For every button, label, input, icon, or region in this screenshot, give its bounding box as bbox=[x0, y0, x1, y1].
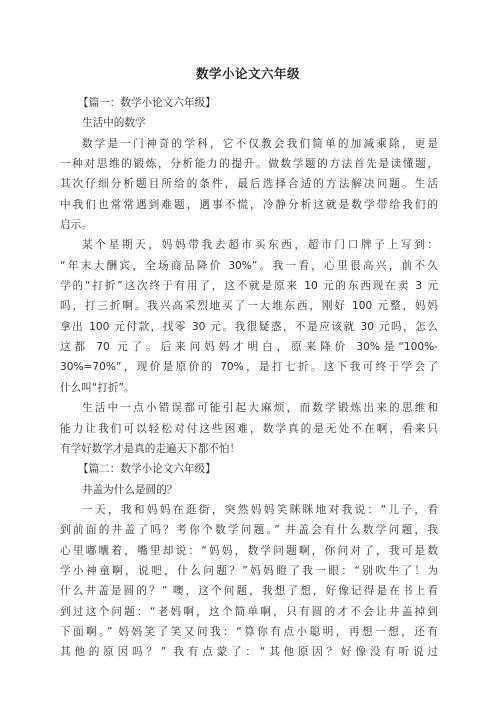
text-line: 吗，打三折啊。我兴高采烈地买了一大堆东西，刚好 100 元整，妈妈 bbox=[60, 300, 438, 313]
text-line: 生活中的数学 bbox=[82, 117, 146, 130]
text-line: 【篇二：数学小论文六年级】 bbox=[78, 463, 216, 476]
text-line: 【篇一：数学小论文六年级】 bbox=[78, 97, 216, 109]
text-line: 其次仔细分析题目所给的条件，最后选择合适的方法解决问题。生活 bbox=[60, 178, 438, 191]
text-line: 某个星期天，妈妈带我去超市买东西，超市门口牌子上写到： bbox=[82, 239, 438, 252]
text-line: “年末大酬宾，全场商品降价 30%”。我一看，心里很高兴，前不久 bbox=[60, 259, 438, 272]
text-line: 有学好数学才是真的走遍天下都不怕！ bbox=[60, 442, 241, 455]
text-line: 拿出 100 元付款，找零 30 元。我很疑惑，不是应该就 30 元吗，怎么 bbox=[60, 320, 438, 333]
text-line: 学小神童啊，说吧，什么问题？”妈妈瞪了我一眼：“别吹牛了！为 bbox=[60, 564, 438, 577]
text-line: 生活中一点小错误都可能引起大麻烦，而数学锻炼出来的思维和 bbox=[82, 402, 438, 415]
text-line: 中我们也常常遇到难题，遇事不慌，冷静分析这就是数学带给我们的 bbox=[60, 198, 438, 211]
text-line: 启示。 bbox=[60, 219, 92, 232]
text-line: 数学是一门神奇的学科，它不仅教会我们简单的加减乘除，更是 bbox=[82, 137, 438, 150]
document-body bbox=[60, 93, 438, 663]
text-line: 一天，我和妈妈在逛街，突然妈妈笑眯眯地对我说：“儿子，看 bbox=[82, 503, 438, 516]
text-line: 井盖为什么是圆的？ bbox=[82, 483, 178, 496]
text-line: 30%=70%”，现价是原价的 70%，是打七折。这下我可终于学会了 bbox=[60, 361, 438, 374]
text-line: 其他的原因吗？” 我有点蒙了：“其他原因？好像没有听说过 bbox=[60, 646, 438, 659]
text-line: 一种对思维的锻炼，分析能力的提升。做数学题的方法首先是读懂题， bbox=[60, 158, 438, 171]
text-line: 什么叫“打折”。 bbox=[60, 381, 135, 394]
text-line: 到前面的井盖了吗？考你个数学问题。” 井盖会有什么数学问题，我 bbox=[60, 524, 438, 537]
text-line: 能力让我们可以轻松对付这些困难，数学真的是无处不在啊，看来只 bbox=[60, 422, 438, 435]
text-line: 学的“打折”这次终于有用了，这不就是原来 10 元的东西现在卖 3 元 bbox=[60, 280, 438, 293]
text-line: 下面啊。” 妈妈笑了笑又问我：“算你有点小聪明，再想一想，还有 bbox=[60, 625, 438, 638]
text-line: 什么井盖是圆的？” 噢，这个问题，我想了想，好像记得是在书上看 bbox=[60, 585, 438, 598]
text-line: 心里嘟囔着，嘴里却说：“妈妈，数学问题啊，你问对了，我可是数 bbox=[60, 544, 438, 557]
text-line: 到过这个问题：“老妈啊，这个简单啊，只有圆的才不会让井盖掉到 bbox=[60, 605, 438, 618]
document-title: 数学小论文六年级 bbox=[195, 66, 300, 81]
text-line: 这都 70 元了。后来问妈妈才明白，原来降价 30%是“100%- bbox=[60, 341, 438, 354]
